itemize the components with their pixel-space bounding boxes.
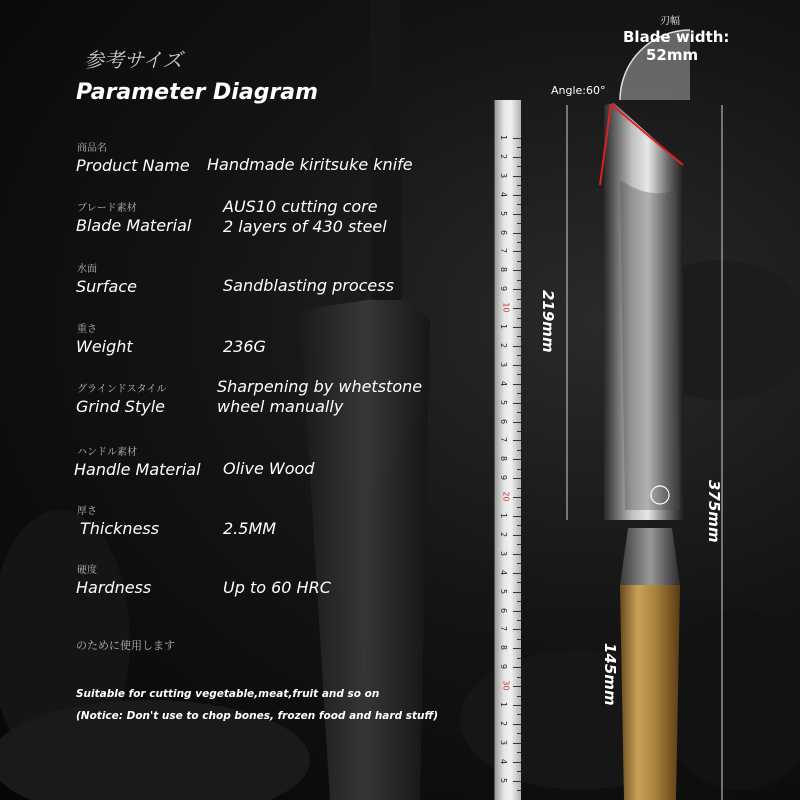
ruler-number: 2	[499, 342, 509, 348]
param-value-surface: Sandblasting process	[223, 276, 394, 295]
ruler-tick	[513, 422, 521, 423]
param-value-blade-material: AUS10 cutting core	[223, 197, 378, 216]
ruler-tick	[513, 365, 521, 366]
ruler-number: 2	[499, 720, 509, 726]
ruler-tick-minor	[517, 582, 521, 583]
param-jp-blade-material: ブレード素材	[77, 203, 137, 214]
ruler-tick	[513, 705, 521, 706]
ruler-tick	[513, 497, 521, 498]
measuring-ruler	[494, 100, 521, 800]
ruler-tick	[513, 667, 521, 668]
ruler-tick-minor	[517, 714, 521, 715]
param-jp-weight: 重さ	[77, 324, 97, 335]
ruler-tick	[513, 648, 521, 649]
blade-length-label: 219mm	[539, 290, 557, 353]
ruler-tick-minor	[517, 393, 521, 394]
param-label-product-name: Product Name	[76, 156, 190, 175]
ruler-number: 7	[499, 437, 509, 443]
param-jp-product-name: 商品名	[77, 143, 107, 154]
ruler-tick-minor	[517, 790, 521, 791]
ruler-number: 20	[501, 491, 511, 502]
ruler-tick	[513, 478, 521, 479]
ruler-tick	[513, 157, 521, 158]
ruler-number: 1	[499, 701, 509, 708]
ruler-tick	[513, 346, 521, 347]
ruler-tick-minor	[517, 525, 521, 526]
ruler-tick	[513, 138, 521, 139]
ruler-number: 30	[501, 680, 511, 691]
ruler-tick	[513, 573, 521, 574]
ruler-number: 2	[499, 153, 509, 159]
ruler-tick	[513, 214, 521, 215]
ruler-tick	[513, 403, 521, 404]
param-value-grind-style: Sharpening by whetstone	[217, 377, 423, 396]
blade-width-value: 52mm	[646, 46, 699, 64]
knife-handle	[620, 585, 680, 800]
param-label-surface: Surface	[76, 277, 137, 296]
ruler-number: 8	[499, 456, 509, 462]
param-value-hardness: Up to 60 HRC	[223, 578, 331, 597]
ruler-number: 2	[499, 531, 509, 537]
ruler-number: 5	[499, 777, 509, 783]
param-label-grind-style: Grind Style	[76, 397, 165, 416]
param-label-hardness: Hardness	[76, 578, 152, 597]
param-jp-surface: 水面	[77, 264, 97, 275]
ruler-number: 8	[499, 645, 509, 651]
ruler-tick	[513, 762, 521, 763]
ruler-number: 3	[499, 739, 509, 745]
ruler-number: 3	[499, 550, 509, 556]
blade-width-label: Blade width:	[623, 28, 730, 46]
total-length-label: 375mm	[705, 480, 723, 543]
ruler-tick-minor	[517, 431, 521, 432]
ruler-tick-minor	[517, 166, 521, 167]
param-jp-grind-style: グラインドスタイル	[77, 384, 167, 395]
ruler-tick-minor	[517, 223, 521, 224]
param-value2-blade-material: 2 layers of 430 steel	[223, 217, 387, 236]
ruler-number: 6	[499, 607, 509, 613]
usage-line-2: (Notice: Don't use to chop bones, frozen food and hard stuff)	[76, 710, 439, 722]
ruler-tick-minor	[517, 677, 521, 678]
ruler-number: 4	[499, 191, 509, 197]
ruler-tick-minor	[517, 374, 521, 375]
param-label-weight: Weight	[76, 337, 133, 356]
ruler-number: 5	[499, 588, 509, 594]
ruler-number: 6	[499, 229, 509, 235]
ruler-tick-minor	[517, 147, 521, 148]
ruler-tick	[513, 289, 521, 290]
ruler-tick-minor	[517, 185, 521, 186]
ruler-tick-minor	[517, 639, 521, 640]
ruler-tick	[513, 535, 521, 536]
ruler-number: 4	[499, 758, 509, 764]
ruler-number: 8	[499, 267, 509, 273]
ruler-tick	[513, 724, 521, 725]
ruler-tick	[513, 251, 521, 252]
param-value2-grind-style: wheel manually	[217, 397, 344, 416]
ruler-tick	[513, 195, 521, 196]
ruler-tick	[513, 459, 521, 460]
ruler-tick-minor	[517, 696, 521, 697]
ruler-number: 9	[499, 286, 509, 292]
param-value-weight: 236G	[223, 337, 266, 356]
ruler-tick-minor	[517, 242, 521, 243]
ruler-number: 4	[499, 380, 509, 386]
knife-ferrule	[620, 528, 680, 585]
ruler-number: 1	[499, 134, 509, 141]
usage-jp: のために使用します	[76, 639, 175, 652]
ruler-number: 1	[499, 323, 509, 330]
param-label-handle-material: Handle Material	[74, 460, 201, 479]
usage-line-1: Suitable for cutting vegetable,meat,fruit and so on	[76, 688, 380, 700]
ruler-tick-minor	[517, 204, 521, 205]
ruler-number: 5	[499, 210, 509, 216]
ruler-number: 7	[499, 626, 509, 632]
ruler-tick-minor	[517, 336, 521, 337]
ruler-tick	[513, 516, 521, 517]
ruler-number: 1	[499, 512, 509, 519]
ruler-tick-minor	[517, 771, 521, 772]
ruler-tick-minor	[517, 450, 521, 451]
ruler-tick-minor	[517, 544, 521, 545]
ruler-tick	[513, 743, 521, 744]
ruler-tick-minor	[517, 658, 521, 659]
ruler-tick-minor	[517, 318, 521, 319]
ruler-tick-minor	[517, 355, 521, 356]
ruler-tick	[513, 308, 521, 309]
ruler-number: 5	[499, 399, 509, 405]
title-jp: 参考サイズ	[84, 48, 183, 72]
param-jp-hardness: 硬度	[77, 565, 97, 576]
ruler-tick	[513, 327, 521, 328]
ruler-tick-minor	[517, 601, 521, 602]
handle-length-label: 145mm	[601, 643, 619, 706]
ruler-tick-minor	[517, 299, 521, 300]
param-value-product-name: Handmade kiritsuke knife	[207, 155, 413, 174]
ruler-number: 6	[499, 418, 509, 424]
ruler-tick	[513, 384, 521, 385]
ruler-tick-minor	[517, 280, 521, 281]
ruler-number: 3	[499, 361, 509, 367]
ruler-tick-minor	[517, 563, 521, 564]
param-jp-thickness: 厚さ	[77, 506, 97, 517]
ruler-number: 3	[499, 172, 509, 178]
ruler-tick-minor	[517, 620, 521, 621]
param-value-handle-material: Olive Wood	[223, 459, 315, 478]
ruler-tick	[513, 440, 521, 441]
ruler-number: 9	[499, 664, 509, 670]
ruler-tick	[513, 270, 521, 271]
blade-width-jp: 刃幅	[660, 16, 680, 27]
angle-label: Angle:60°	[551, 84, 606, 97]
ruler-tick	[513, 781, 521, 782]
param-jp-handle-material: ハンドル素材	[77, 447, 137, 458]
ruler-tick	[513, 686, 521, 687]
ruler-tick-minor	[517, 752, 521, 753]
page-title: Parameter Diagram	[76, 80, 319, 105]
ruler-tick-minor	[517, 507, 521, 508]
ruler-number: 7	[499, 248, 509, 254]
ruler-number: 10	[501, 302, 511, 313]
ruler-tick-minor	[517, 412, 521, 413]
ruler-tick-minor	[517, 261, 521, 262]
ruler-tick	[513, 629, 521, 630]
ruler-number: 4	[499, 569, 509, 575]
ruler-tick	[513, 554, 521, 555]
ruler-tick	[513, 592, 521, 593]
ruler-tick-minor	[517, 488, 521, 489]
ruler-tick	[513, 176, 521, 177]
ruler-tick	[513, 233, 521, 234]
ruler-tick	[513, 611, 521, 612]
ruler-tick-minor	[517, 469, 521, 470]
ruler-tick-minor	[517, 733, 521, 734]
ruler-number: 9	[499, 475, 509, 481]
param-label-blade-material: Blade Material	[76, 216, 192, 235]
param-value-thickness: 2.5MM	[223, 519, 277, 538]
param-label-thickness: Thickness	[80, 519, 160, 538]
